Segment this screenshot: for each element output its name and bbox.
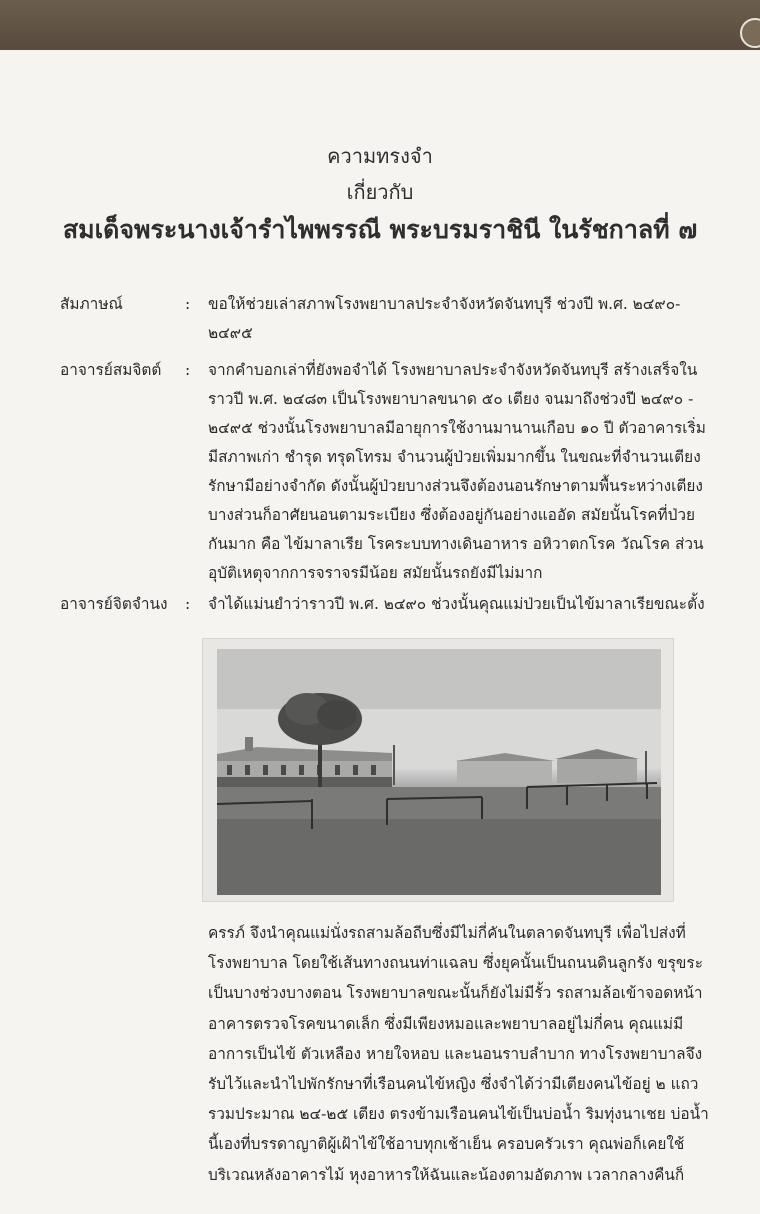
speaker-colon: : (185, 361, 191, 379)
heading-line-1: ความทรงจำ (327, 144, 433, 168)
speaker-label: อาจารย์สมจิตต์ (60, 361, 162, 379)
text-line: อาการเป็นไข้ ตัวเหลือง หายใจหอบ และนอนราบลำบาก ทางโรงพยาบาลจึง (208, 1044, 703, 1063)
continuation-paragraph (208, 918, 709, 1190)
text-line: ๒๔๙๕ (208, 324, 253, 342)
text-line: เป็นบางช่วงบางตอน โรงพยาบาลขณะนั้นก็ยังไม่มีรั้ว รถสามล้อเข้าจอดหน้า (208, 984, 703, 1003)
speaker-label: อาจารย์จิตจำนง (60, 595, 168, 613)
speaker-colon: : (185, 595, 191, 613)
text-line: ราวปี พ.ศ. ๒๔๘๓ เป็นโรงพยาบาลขนาด ๕๐ เตียง จนมาถึงช่วงปี ๒๔๙๐ - (208, 390, 694, 408)
hospital-photo (217, 649, 661, 895)
text-line: มีสภาพเก่า ชำรุด ทรุดโทรม จำนวนผู้ป่วยเพิ่มมากขึ้น ในขณะที่จำนวนเตียง (208, 448, 701, 466)
text-line: นี้เองที่บรรดาญาติผู้เฝ้าไข้ใช้อาบทุกเช้าเย็น ครอบครัวเรา คุณพ่อก็เคยใช้ (208, 1135, 685, 1154)
text-line: โรงพยาบาล โดยใช้เส้นทางถนนท่าแฉลบ ซึ่งยุคนั้นเป็นถนนดินลูกรัง ขรุขระ (208, 954, 703, 973)
text-line: จำได้แม่นยำว่าราวปี พ.ศ. ๒๔๙๐ ช่วงนั้นคุณแม่ป่วยเป็นไข้มาลาเรียขณะตั้ง (208, 595, 705, 613)
text-line: ครรภ์ จึงนำคุณแม่นั่งรถสามล้อถีบซึ่งมีไม่กี่คันในตลาดจันทบุรี เพื่อไปส่งที่ (208, 924, 686, 942)
text-line: ๒๔๙๕ ช่วงนั้นโรงพยาบาลมีอายุการใช้งานมานานเกือบ ๑๐ ปี ตัวอาคารเริ่ม (208, 419, 706, 437)
entry-text (208, 590, 742, 619)
text-line: อุบัติเหตุจากการจราจรมีน้อย สมัยนั้นรถยังมีไม่มาก (208, 564, 543, 582)
text-line: ขอให้ช่วยเล่าสภาพโรงพยาบาลประจำจังหวัดจันทบุรี ช่วงปี พ.ศ. ๒๔๙๐- (208, 295, 681, 313)
photo-frame (202, 638, 674, 902)
text-line: บางส่วนก็อาศัยนอนตามระเบียง ซึ่งต้องอยู่กันอย่างแออัด สมัยนั้นโรคที่ป่วย (208, 506, 696, 524)
heading-line-3: สมเด็จพระนางเจ้ารำไพพรรณี พระบรมราชินี ในรัชกาลที่ ๗ (62, 215, 698, 244)
entry-text (208, 290, 742, 348)
speaker-label: สัมภาษณ์ (60, 295, 123, 313)
text-line: รับไว้และนำไปพักรักษาที่เรือนคนไข้หญิง ซึ่งจำได้ว่ามีเตียงคนไข้อยู่ ๒ แถว (208, 1075, 699, 1094)
speaker-colon: : (185, 295, 191, 313)
text-line: รวมประมาณ ๒๔-๒๕ เตียง ตรงข้ามเรือนคนไข้เป็นบ่อน้ำ ริมทุ่งนาเชย บ่อน้ำ (208, 1105, 709, 1124)
text-line: บริเวณหลังอาคารไม้ หุงอาหารให้ฉันและน้องตามอัตภาพ เวลากลางคืนก็ (208, 1165, 685, 1184)
top-header-band (0, 0, 760, 50)
heading-line-2: เกี่ยวกับ (346, 180, 414, 204)
text-line: อาคารตรวจโรคขนาดเล็ก ซึ่งมีเพียงหมอและพยาบาลอยู่ไม่กี่คน คุณแม่มี (208, 1014, 684, 1033)
text-line: รักษามีอย่างจำกัด ดังนั้นผู้ป่วยบางส่วนจึงต้องนอนรักษาตามพื้นระหว่างเตียง (208, 477, 703, 495)
text-line: จากคำบอกเล่าที่ยังพอจำได้ โรงพยาบาลประจำจังหวัดจันทบุรี สร้างเสร็จใน (208, 361, 698, 379)
document-page (0, 50, 760, 1214)
text-line: กันมาก คือ ไข้มาลาเรีย โรคระบบทางเดินอาหาร อหิวาตกโรค วัณโรค ส่วน (208, 535, 704, 553)
entry-text (208, 356, 742, 588)
